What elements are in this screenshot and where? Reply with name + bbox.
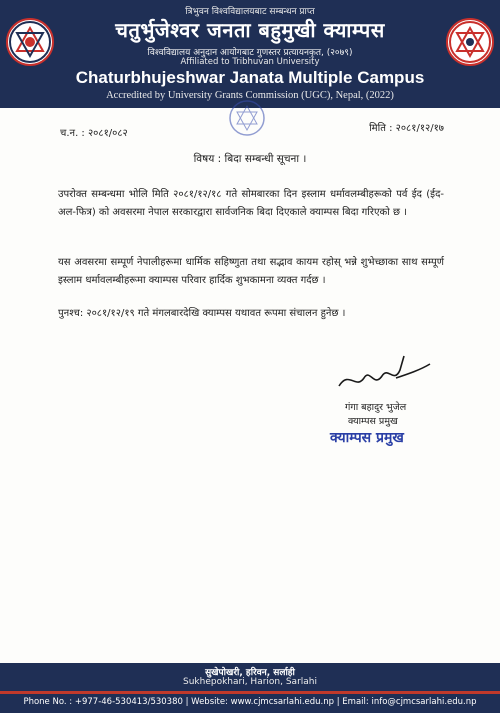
notice-subject: विषय : बिदा सम्बन्धी सूचना । (193, 153, 307, 165)
header-accreditation: Accredited by University Grants Commission (UGC), Nepal, (2022) (106, 90, 394, 101)
header-title-nepali: चतुर्भुजेश्वर जनता बहुमुखी क्याम्पस (115, 18, 385, 42)
header-affiliation: Affiliated to Tribhuvan University (180, 57, 320, 67)
header-title-english: Chaturbhujeshwar Janata Multiple Campus (75, 68, 425, 87)
header-top-line: त्रिभुवन विश्वविद्यालयबाट सम्बन्धन प्राप्त (185, 7, 315, 17)
reference-number: च.न. : २०८१/०८२ (60, 128, 128, 139)
footer-address-nepali: सुखेपोखरी, हरिवन, सर्लाही (205, 668, 295, 678)
footer-contact: Phone No. : +977-46-530413/530380 | Website: www.cjmcsarlahi.edu.np | Email: info@cjmcsarlahi.edu.np (23, 697, 477, 707)
body-paragraph-3: पुनश्च: २०८१/१२/१९ गते मंगलबारदेखि क्याम्पस यथावत रूपमा संचालन हुनेछ । (58, 308, 346, 319)
signatory-name: गंगा बहादुर भुजेल (345, 402, 407, 413)
footer-accent-line (0, 691, 500, 694)
signatory-role: क्याम्पस प्रमुख (348, 416, 398, 427)
header-subtitle: विश्वविद्यालय अनुदान आयोगबाट गुणस्तर प्रत्यायनकृत, (२०७९) (147, 48, 353, 58)
body-paragraph-1: उपरोक्त सम्बन्धमा भोलि मिति २०८१/१२/१८ गते सोमबारका दिन इस्लाम धर्मावलम्बीहरूको पर्व ईद (ईद-अल-फित्र) को अवसरमा नेपाल सरकारद्वारा सार्वजनिक बिदा दिएकाले क्याम्पस बिदा गरिएको छ । (58, 189, 444, 218)
footer (0, 663, 500, 713)
official-stamp: क्याम्पस प्रमुख (330, 430, 404, 446)
letterhead (0, 0, 500, 108)
signature (334, 348, 434, 398)
campus-seal-icon (214, 100, 280, 146)
notice-date: मिति : २०८१/१२/१७ (369, 123, 444, 134)
footer-address-english: Sukhepokhari, Harion, Sarlahi (182, 677, 317, 687)
body-paragraph-2: यस अवसरमा सम्पूर्ण नेपालीहरूमा धार्मिक सहिष्णुता तथा सद्भाव कायम रहोस् भन्ने शुभेच्छाका साथ सम्पूर्ण इस्लाम धर्मावलम्बीहरूमा क्याम्पस परिवार हार्दिक शुभकामना व्यक्त गर्दछ । (58, 257, 444, 286)
